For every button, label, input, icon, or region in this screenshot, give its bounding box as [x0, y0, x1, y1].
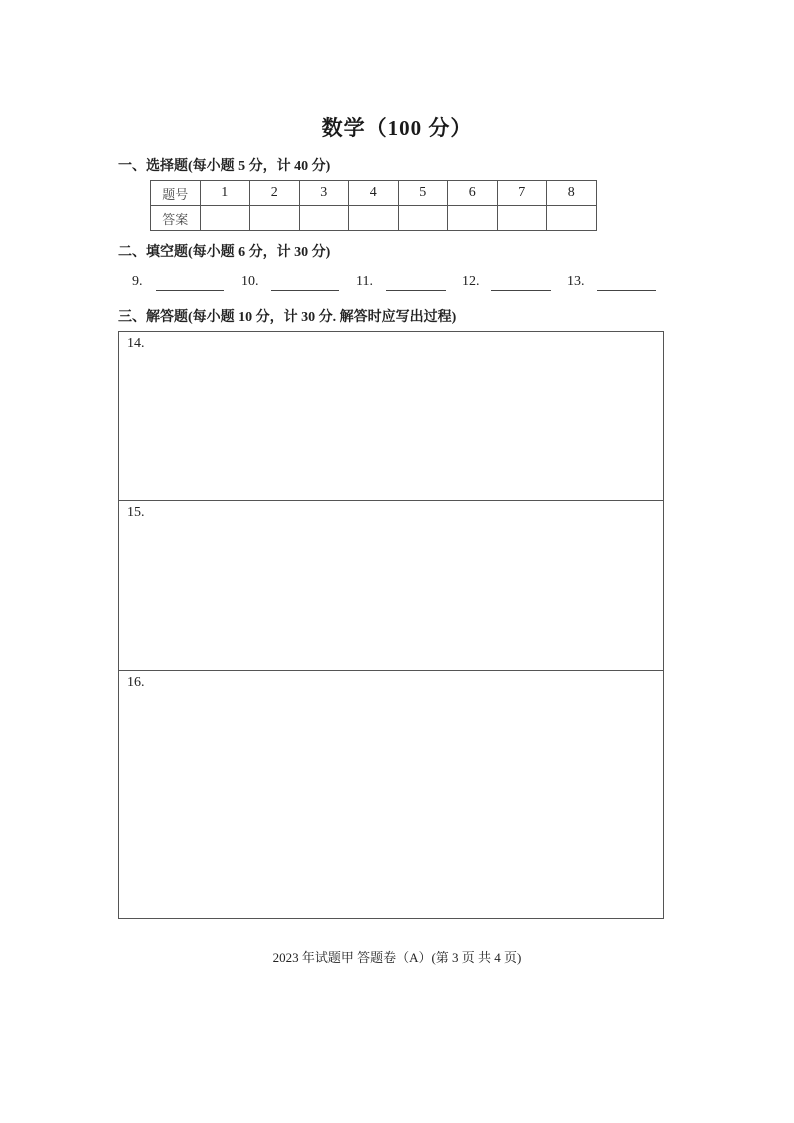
row-label-answer: 答案 [151, 206, 201, 231]
question-number-cell: 3 [299, 181, 349, 206]
answer-box-16[interactable] [118, 670, 664, 919]
question-number-cell: 8 [547, 181, 597, 206]
answer-box-15[interactable] [118, 500, 664, 671]
question-number-cell: 7 [497, 181, 547, 206]
section-heading-fill-in-blank: 二、填空题(每小题 6 分，计 30 分) [118, 245, 331, 260]
answer-cell-3[interactable] [299, 206, 349, 231]
page-footer: 2023 年试题甲 答题卷（A）(第 3 页 共 4 页) [272, 950, 522, 965]
answer-cell-4[interactable] [349, 206, 399, 231]
question-number-cell: 1 [200, 181, 250, 206]
blank-label-11: 11. [356, 274, 373, 289]
answer-cell-6[interactable] [448, 206, 498, 231]
table-row-question-numbers [151, 181, 597, 206]
question-label-16: 16. [127, 675, 145, 690]
question-number-cell: 4 [349, 181, 399, 206]
blank-line-13[interactable] [597, 290, 656, 291]
blank-line-12[interactable] [491, 290, 551, 291]
blank-line-11[interactable] [386, 290, 446, 291]
answer-cell-8[interactable] [547, 206, 597, 231]
answer-box-14[interactable] [118, 331, 664, 501]
blank-label-12: 12. [462, 274, 480, 289]
question-number-cell: 5 [398, 181, 448, 206]
page-title: 数学（100 分） [321, 116, 473, 140]
answer-cell-1[interactable] [200, 206, 250, 231]
blank-label-13: 13. [567, 274, 585, 289]
section-heading-multiple-choice: 一、选择题(每小题 5 分，计 40 分) [118, 159, 331, 174]
answer-cell-7[interactable] [497, 206, 547, 231]
blank-label-9: 9. [132, 274, 143, 289]
row-label-question-number: 题号 [151, 181, 201, 206]
question-number-cell: 2 [250, 181, 300, 206]
question-number-cell: 6 [448, 181, 498, 206]
answer-cell-5[interactable] [398, 206, 448, 231]
section-heading-problem-solving: 三、解答题(每小题 10 分，计 30 分. 解答时应写出过程) [118, 310, 457, 325]
blank-label-10: 10. [241, 274, 259, 289]
answer-cell-2[interactable] [250, 206, 300, 231]
question-label-15: 15. [127, 505, 145, 520]
multiple-choice-answer-table [150, 180, 597, 231]
question-label-14: 14. [127, 336, 145, 351]
blank-line-9[interactable] [156, 290, 224, 291]
table-row-answers [151, 206, 597, 231]
blank-line-10[interactable] [271, 290, 339, 291]
